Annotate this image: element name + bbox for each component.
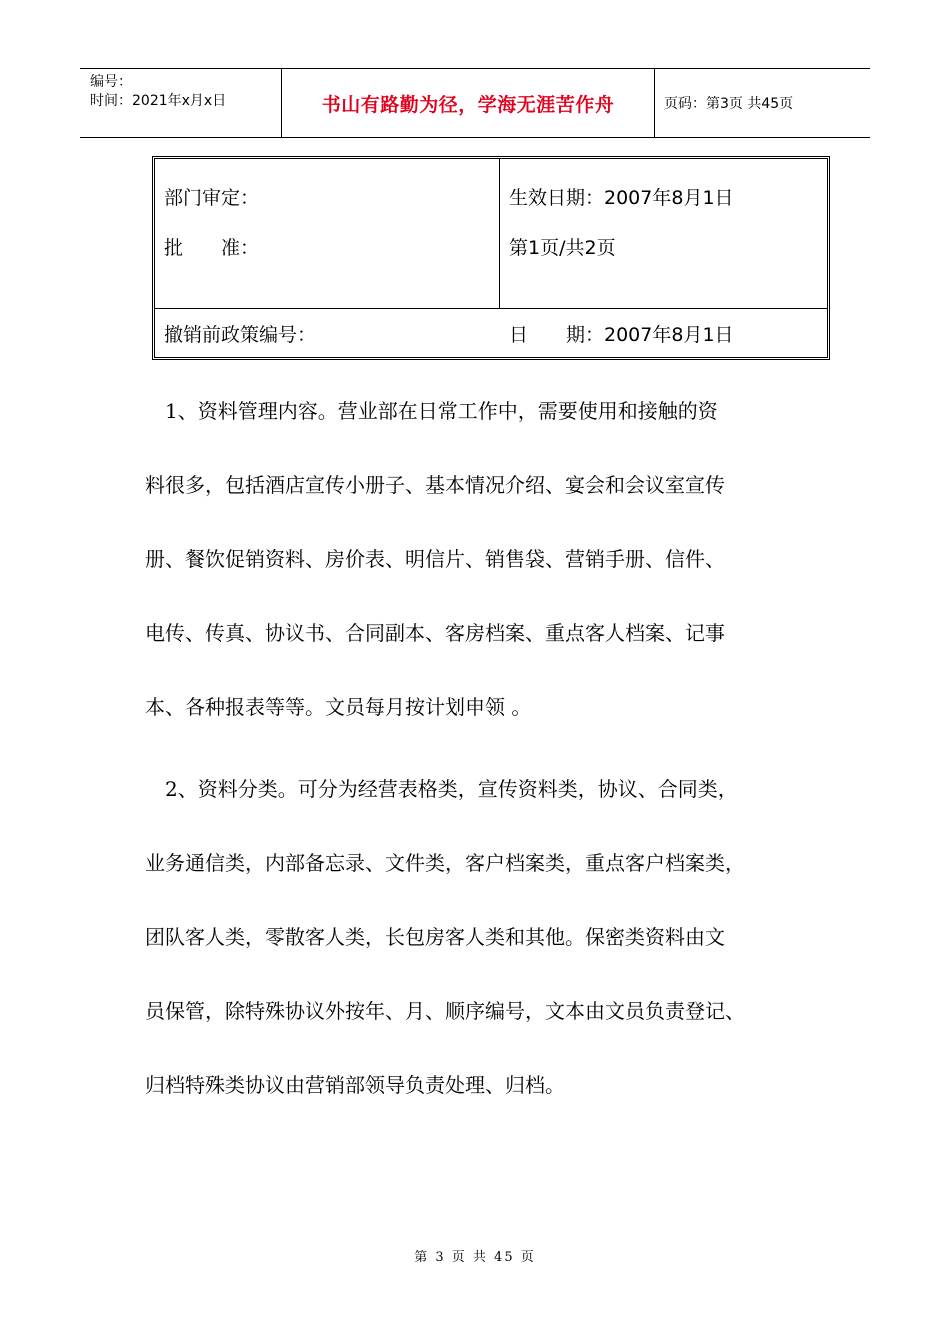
text-line: 2、资料分类。可分为经营表格类，宣传资料类，协议、合同类，: [145, 777, 738, 801]
table-cell-effective: [500, 159, 827, 309]
text-line: 团队客人类，零散客人类，长包房客人类和其他。保密类资料由文: [145, 925, 725, 949]
page-footer: 第 3 页 共 45 页: [414, 1250, 536, 1265]
revoked-policy-number: 撤销前政策编号：: [164, 323, 317, 346]
effective-date: 生效日期：2007年8月1日: [509, 187, 734, 209]
dept-review-label: 部门审定：: [164, 187, 260, 209]
number-label: 编号：: [90, 74, 132, 90]
policy-info-table: [152, 156, 830, 360]
header-page-info: 页码：第3页 共45页: [664, 96, 794, 112]
text-line: 料很多，包括酒店宣传小册子、基本情况介绍、宴会和会议室宣传: [145, 473, 725, 497]
text-line: 归档特殊类协议由营销部领导负责处理、归档。: [145, 1073, 565, 1097]
header-motto: 书山有路勤为径，学海无涯苦作舟: [282, 69, 655, 137]
text-line: 本、各种报表等等。文员每月按计划申领 。: [145, 695, 532, 719]
table-date: 日 期：2007年8月1日: [509, 323, 734, 346]
header-left-cell: [80, 69, 282, 137]
text-line: 电传、传真、协议书、合同副本、客房档案、重点客人档案、记事: [145, 621, 725, 645]
paragraph-materials-content: [145, 374, 825, 744]
time-label: 时间：2021年x月x日: [90, 93, 227, 109]
document-body: [145, 374, 825, 1122]
text-line: 册、餐饮促销资料、房价表、明信片、销售袋、营销手册、信件、: [145, 547, 725, 571]
page-count: 第1页/共2页: [509, 237, 616, 259]
text-line: 员保管，除特殊协议外按年、月、顺序编号，文本由文员负责登记、: [145, 999, 745, 1023]
text-line: 业务通信类，内部备忘录、文件类，客户档案类，重点客户档案类，: [145, 851, 745, 875]
text-line: 1、资料管理内容。营业部在日常工作中，需要使用和接触的资: [145, 399, 718, 423]
document-header: [80, 68, 870, 138]
table-cell-approvals: [155, 159, 500, 309]
approve-label: 批 准：: [164, 237, 260, 259]
paragraph-materials-classification: [145, 752, 825, 1122]
